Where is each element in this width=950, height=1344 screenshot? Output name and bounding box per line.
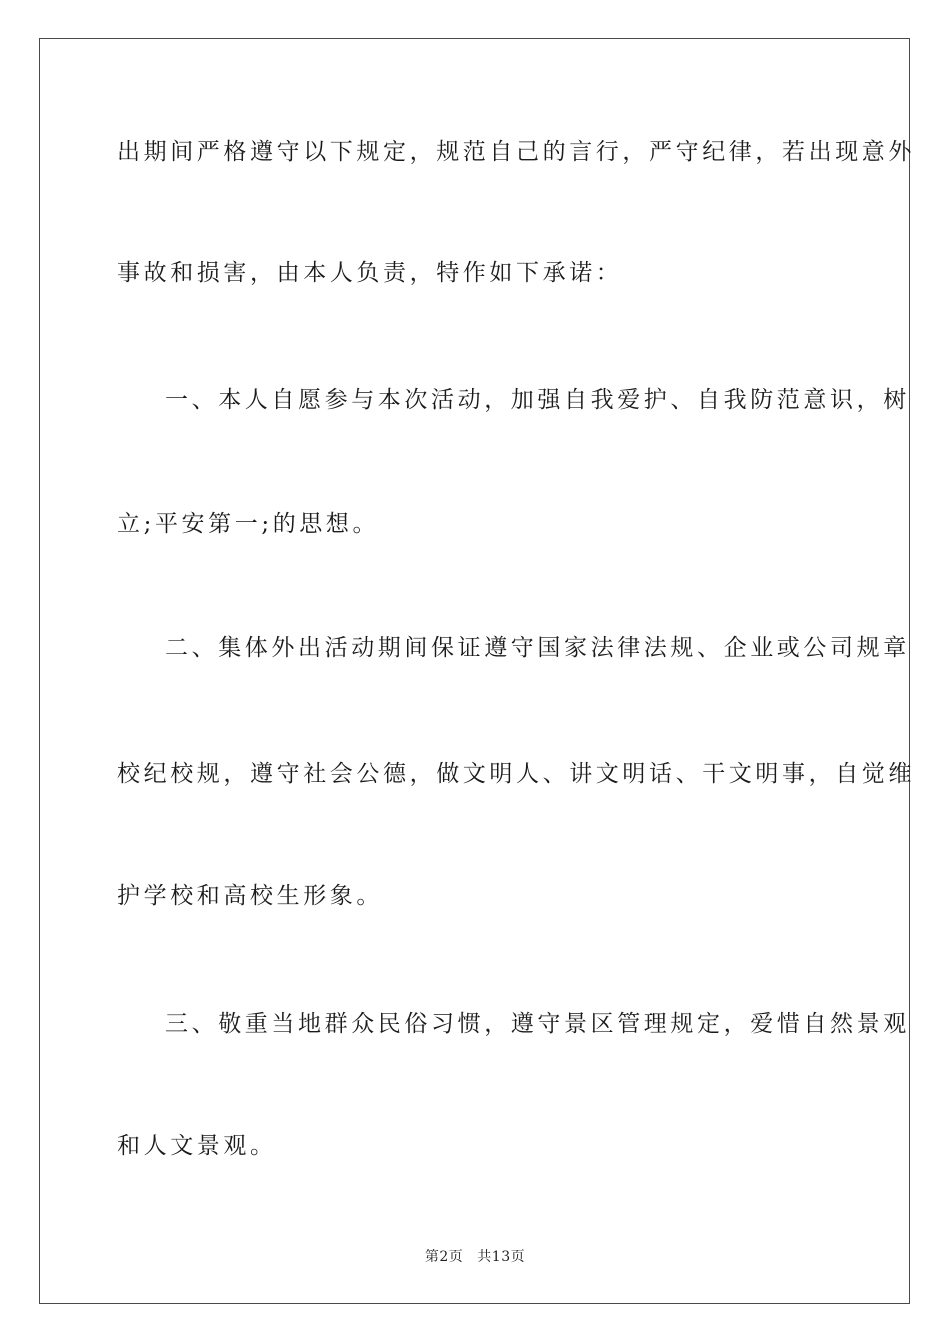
- paragraph-line: 和人文景观。: [117, 1133, 277, 1159]
- paragraph-line: 护学校和高校生形象。: [117, 883, 383, 909]
- paragraph-line: 事故和损害，由本人负责，特作如下承诺：: [117, 260, 623, 286]
- paragraph-line: 出期间严格遵守以下规定，规范自己的言行，严守纪律，若出现意外: [117, 139, 915, 165]
- page-border: [39, 38, 910, 1304]
- paragraph-line: 校纪校规，遵守社会公德，做文明人、讲文明话、干文明事，自觉维: [117, 761, 915, 787]
- paragraph-line: 立;平安第一;的思想。: [117, 511, 380, 537]
- page-total: 共13页: [477, 1249, 526, 1265]
- page-number: 第2页: [424, 1249, 464, 1265]
- paragraph-line: 二、集体外出活动期间保证遵守国家法律法规、企业或公司规章: [165, 635, 910, 661]
- page-footer: [0, 1246, 950, 1266]
- paragraph-line: 一、本人自愿参与本次活动，加强自我爱护、自我防范意识，树: [165, 387, 910, 413]
- paragraph-line: 三、敬重当地群众民俗习惯，遵守景区管理规定，爱惜自然景观: [165, 1011, 910, 1037]
